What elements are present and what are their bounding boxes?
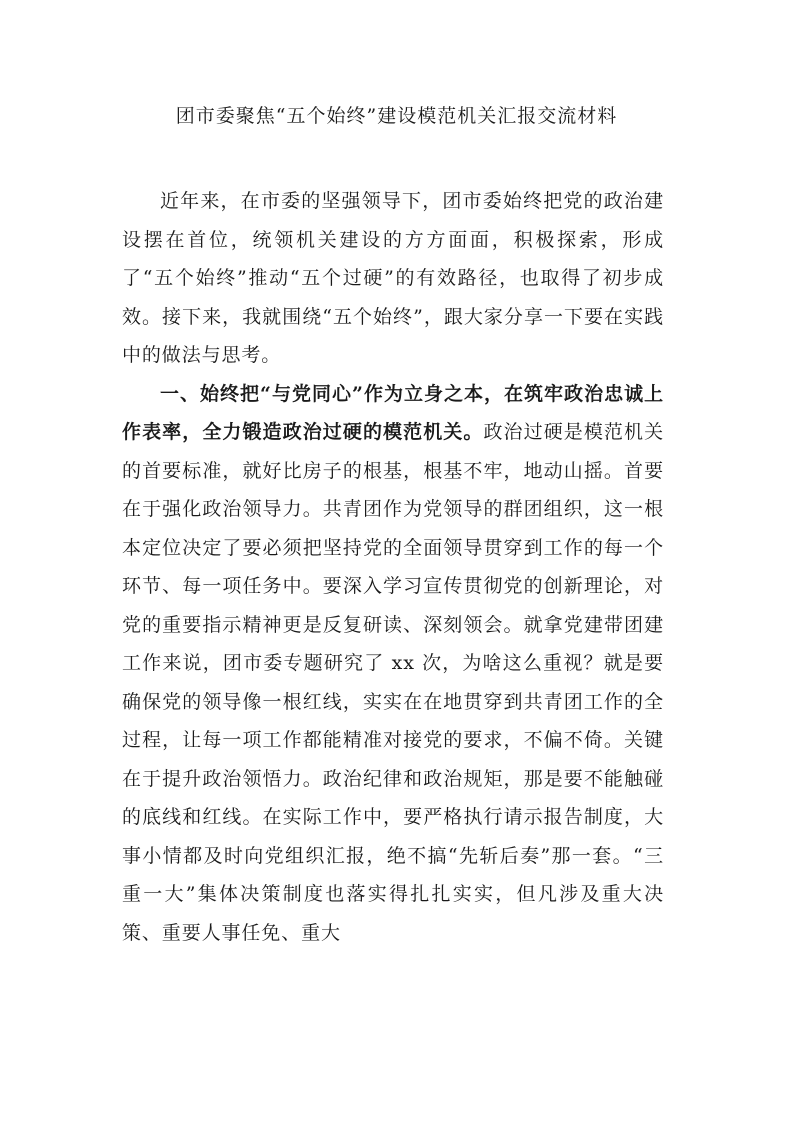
section-one-text: 政治过硬是模范机关的首要标准，就好比房子的根基，根基不牢，地动山摇。首要在于强化政治领导力。共青团作为党领导的群团组织，这一根本定位决定了要必须把坚持党的全面领导贯穿到工作的每一个环节、每一项任务中。要深入学习宣传贯彻党的创新理论，对党的重要指示精神更是反复研读、深刻领会。就拿党建带团建工作来说，团市委专题研究了 xx 次，为啥这么重视？就是要确保党的领导像一根红线，实实在在地贯穿到共青团工作的全过程，让每一项工作都能精准对接党的要求，不偏不倚。关键在于提升政治领悟力。政治纪律和政治规矩，那是要不能触碰的底线和红线。在实际工作中，要严格执行请示报告制度，大事小情都及时向党组织汇报，绝不搞“先斩后奏”那一套。“三重一大”集体决策制度也落实得扎扎实实，但凡涉及重大决策、重要人事任免、重大 (122, 421, 664, 944)
paragraph-intro (122, 182, 664, 375)
document-title: 团市委聚焦“五个始终”建设模范机关汇报交流材料 (175, 105, 618, 127)
section-one-heading: 一、始终把“与党同心”作为立身之本，在筑牢政治忠诚上作表率，全力锻造政治过硬的模范机关。 (122, 382, 664, 443)
paragraph-intro-text: 近年来，在市委的坚强领导下，团市委始终把党的政治建设摆在首位，统领机关建设的方方面面，积极探索，形成了“五个始终”推动“五个过硬”的有效路径，也取得了初步成效。接下来，我就围绕“五个始终”，跟大家分享一下要在实践中的做法与思考。 (122, 190, 664, 366)
paragraph-section-one (122, 375, 664, 953)
document-body (122, 182, 664, 952)
